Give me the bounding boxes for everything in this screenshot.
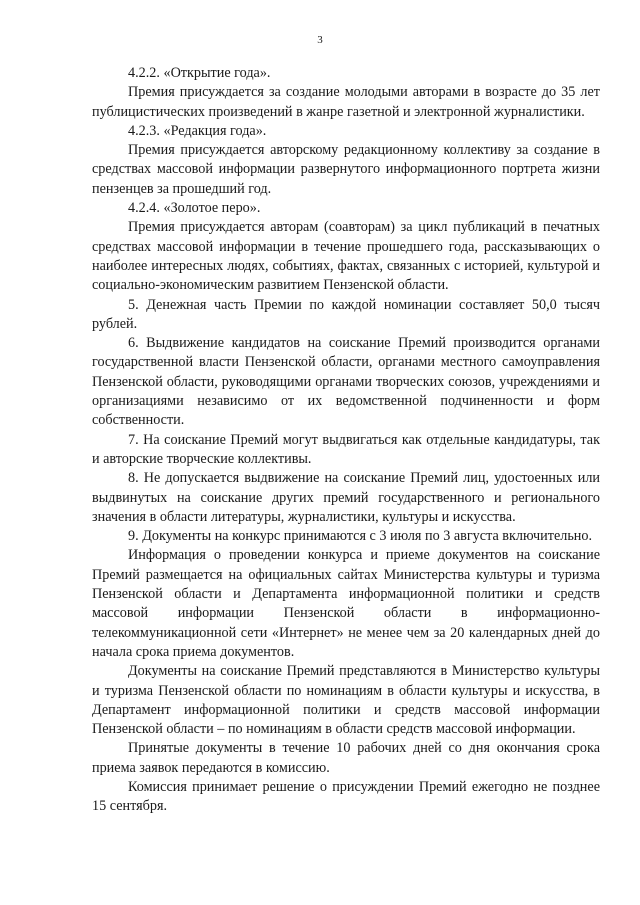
paragraph-5: 5. Денежная часть Премии по каждой номинации составляет 50,0 тысяч рублей. — [92, 296, 600, 332]
paragraph-4-2-4-heading: 4.2.4. «Золотое перо». — [128, 200, 261, 217]
page-number: 3 — [317, 34, 323, 46]
paragraph-4-2-3-heading: 4.2.3. «Редакция года». — [128, 122, 267, 139]
paragraph-9-documents: Документы на соискание Премий представляются в Министерство культуры и туризма Пензенской области по номинациям в области культуры и искусства, в Департамент информационной политики и средств массовой информации Пензенской области – по номинациям в области средств массовой информации. — [92, 663, 600, 738]
paragraph-4-2-3-text: Премия присуждается авторскому редакционному коллективу за создание в средствах массовой информации развернутого информационного портрета жизни пензенцев за прошедший год. — [92, 142, 600, 197]
paragraph-9-transfer: Принятые документы в течение 10 рабочих дней со дня окончания срока приема заявок передаются в комиссию. — [92, 740, 600, 776]
paragraph-4-2-2-text: Премия присуждается за создание молодыми авторами в возрасте до 35 лет публицистических произведений в жанре газетной и электронной журналистики. — [92, 84, 600, 120]
paragraph-4-2-2-heading: 4.2.2. «Открытие года». — [128, 65, 271, 81]
paragraph-9-decision: Комиссия принимает решение о присуждении Премий ежегодно не позднее 15 сентября. — [92, 778, 600, 815]
paragraph-9: 9. Документы на конкурс принимаются с 3 июля по 3 августа включительно. — [128, 528, 593, 545]
paragraph-8: 8. Не допускается выдвижение на соискание Премий лиц, удостоенных или выдвинутых на соискание других премий государственного и регионального значения в области литературы, журналистики, культуры и искусства. — [92, 470, 600, 525]
paragraph-6: 6. Выдвижение кандидатов на соискание Премий производится органами государственной власти Пензенской области, органами местного самоуправления Пензенской области, руководящими органами творческих союзов, учреждениями и организациями независимо от их ведомственной подчиненности и форм собственности. — [92, 335, 600, 429]
paragraph-9-info: Информация о проведении конкурса и приеме документов на соискание Премий размещается на официальных сайтах Министерства культуры и туризма Пензенской области и Департамента информационной политики и средств массовой информации Пензенской области в информационно-телекоммуникационной сети «Интернет» не менее чем за 20 календарных дней до начала срока приема документов. — [92, 547, 600, 660]
paragraph-4-2-4-text: Премия присуждается авторам (соавторам) за цикл публикаций в печатных средствах массовой информации в течение прошедшего года, рассказывающих о наиболее интересных людях, событиях, фактах, связанных с историей, культурой и социально-экономическим развитием Пензенской области. — [92, 219, 600, 294]
paragraph-7: 7. На соискание Премий могут выдвигаться как отдельные кандидатуры, так и авторские творческие коллективы. — [92, 431, 600, 467]
document-body — [92, 64, 600, 817]
